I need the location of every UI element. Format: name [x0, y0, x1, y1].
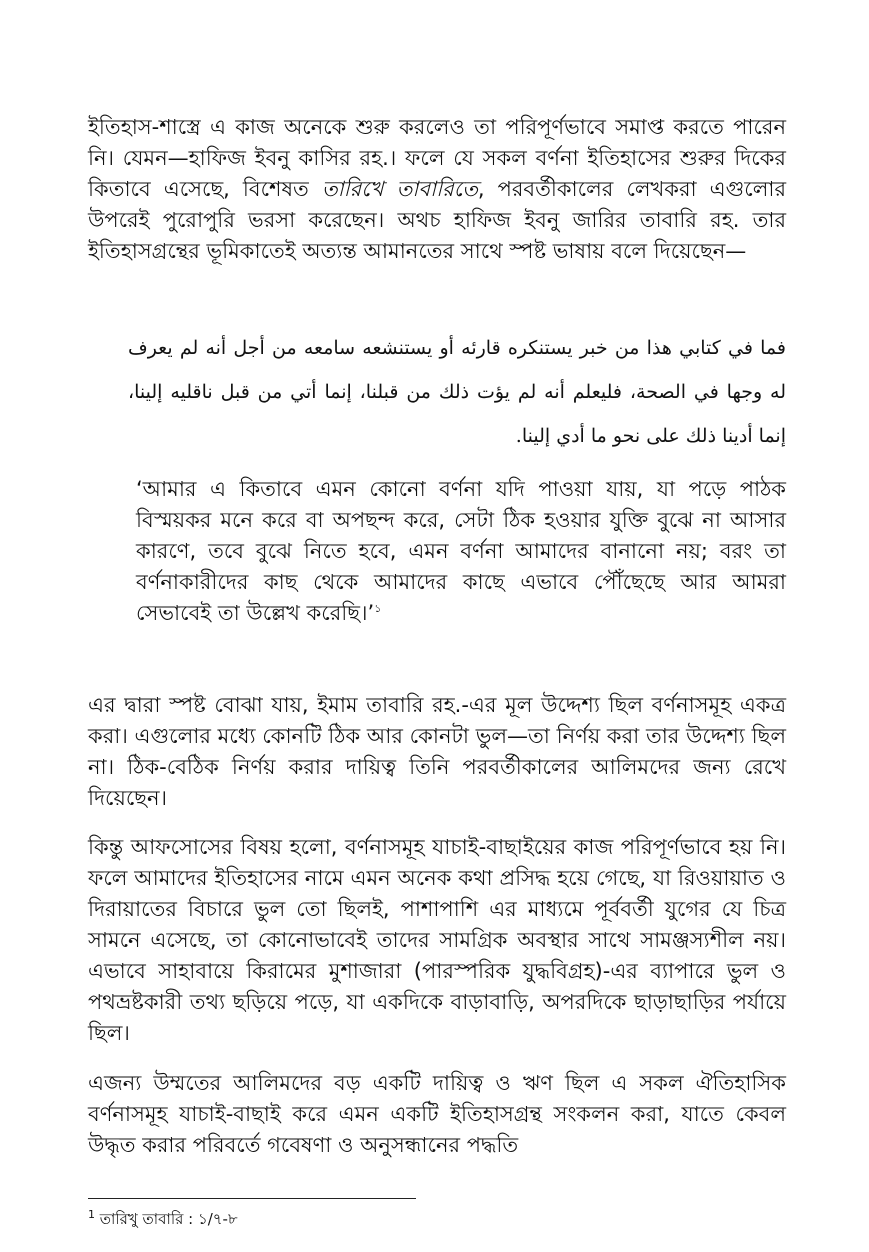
book-title-italic: তারিখে তাবারিতে	[321, 177, 478, 201]
footnote	[88, 1208, 588, 1230]
translation-quote-text: ‘আমার এ কিতাবে এমন কোনো বর্ণনা যদি পাওয়া যায়, যা পড়ে পাঠক বিস্ময়কর মনে করে বা অপছন্দ করে, সেটা ঠিক হওয়ার যুক্তি বুঝে না আসার কারণে, তবে বুঝে নিতে হবে, এমন বর্ণনা আমাদের বানানো নয়; বরং তা বর্ণনাকারীদের কাছ থেকে আমাদের কাছে এভাবে পৌঁছেছে আর আমরা সেভাবেই তা উল্লেখ করেছি।’	[136, 477, 786, 625]
paragraph-intro-part-2: , পরবর্তীকালের লেখকরা এগুলোর উপরেই পুরোপুরি ভরসা করেছেন। অথচ হাফিজ ইবনু জারির তাবারি রহ. তার ইতিহাসগ্রন্থের ভূমিকাতেই অত্যন্ত আমানতের সাথে স্পষ্ট ভাষায় বলে দিয়েছেন—	[88, 177, 786, 263]
paragraph-responsibility: এজন্য উম্মতের আলিমদের বড় একটি দায়িত্ব ও ঋণ ছিল এ সকল ঐতিহাসিক বর্ণনাসমূহ যাচাই-বাছাই করে এমন একটি ইতিহাসগ্রন্থ সংকলন করা, যাতে কেবল উদ্ধৃত করার পরিবর্তে গবেষণা ও অনুসন্ধানের পদ্ধতি	[88, 1071, 786, 1157]
paragraph-regret: কিন্তু আফসোসের বিষয় হলো, বর্ণনাসমূহ যাচাই-বাছাইয়ের কাজ পরিপূর্ণভাবে হয় নি। ফলে আমাদের ইতিহাসের নামে এমন অনেক কথা প্রসিদ্ধ হয়ে গেছে, যা রিওয়ায়াত ও দিরায়াতের বিচারে ভুল তো ছিলই, পাশাপাশি এর মাধ্যমে পূর্ববর্তী যুগের যে চিত্র সামনে এসেছে, তা কোনোভাবেই তাদের সামগ্রিক অবস্থার সাথে সামঞ্জস্যশীল নয়। এভাবে সাহাবায়ে কিরামের মুশাজারা (পারস্পরিক যুদ্ধবিগ্রহ)-এর ব্যাপারে ভুল ও পথভ্রষ্টকারী তথ্য ছড়িয়ে পড়ে, যা একদিকে বাড়াবাড়ি, অপরদিকে ছাড়াছাড়ির পর্যায়ে ছিল।	[88, 835, 786, 1045]
paragraph-intro-part-1: ইতিহাস-শাস্ত্রে এ কাজ অনেকে শুরু করলেও তা পরিপূর্ণভাবে সমাপ্ত করতে পারেন নি। যেমন—হাফিজ ইবনু কাসির রহ.। ফলে যে সকল বর্ণনা ইতিহাসের শুরুর দিকের কিতাবে এসেছে, বিশেষত	[88, 115, 786, 201]
arabic-quote: فما في كتابي هذا من خبر يستنكره قارئه أو يستنشعه سامعه من أجل أنه لم يعرف له وجها في الصحة، فليعلم أنه لم يؤت ذلك من قبلنا، إنما أتي من قبل ناقليه إلينا، إنما أدينا ذلك على نحو ما أدي إلينا.	[128, 337, 786, 447]
footnote-reference: ১	[374, 602, 382, 615]
paragraph-explanation: এর দ্বারা স্পষ্ট বোঝা যায়, ইমাম তাবারি রহ.-এর মূল উদ্দেশ্য ছিল বর্ণনাসমূহ একত্র করা। এগুলোর মধ্যে কোনটি ঠিক আর কোনটা ভুল—তা নির্ণয় করা তার উদ্দেশ্য ছিল না। ঠিক-বেঠিক নির্ণয় করার দায়িত্ব তিনি পরবর্তীকালের আলিমদের জন্য রেখে দিয়েছেন।	[88, 693, 786, 810]
translation-quote	[136, 474, 786, 629]
paragraph-intro	[88, 112, 786, 267]
footnote-divider	[88, 1198, 416, 1199]
footnote-marker: 1	[88, 1208, 95, 1221]
footnote-text: তারিখু তাবারি : ১/৭-৮	[95, 1210, 238, 1228]
